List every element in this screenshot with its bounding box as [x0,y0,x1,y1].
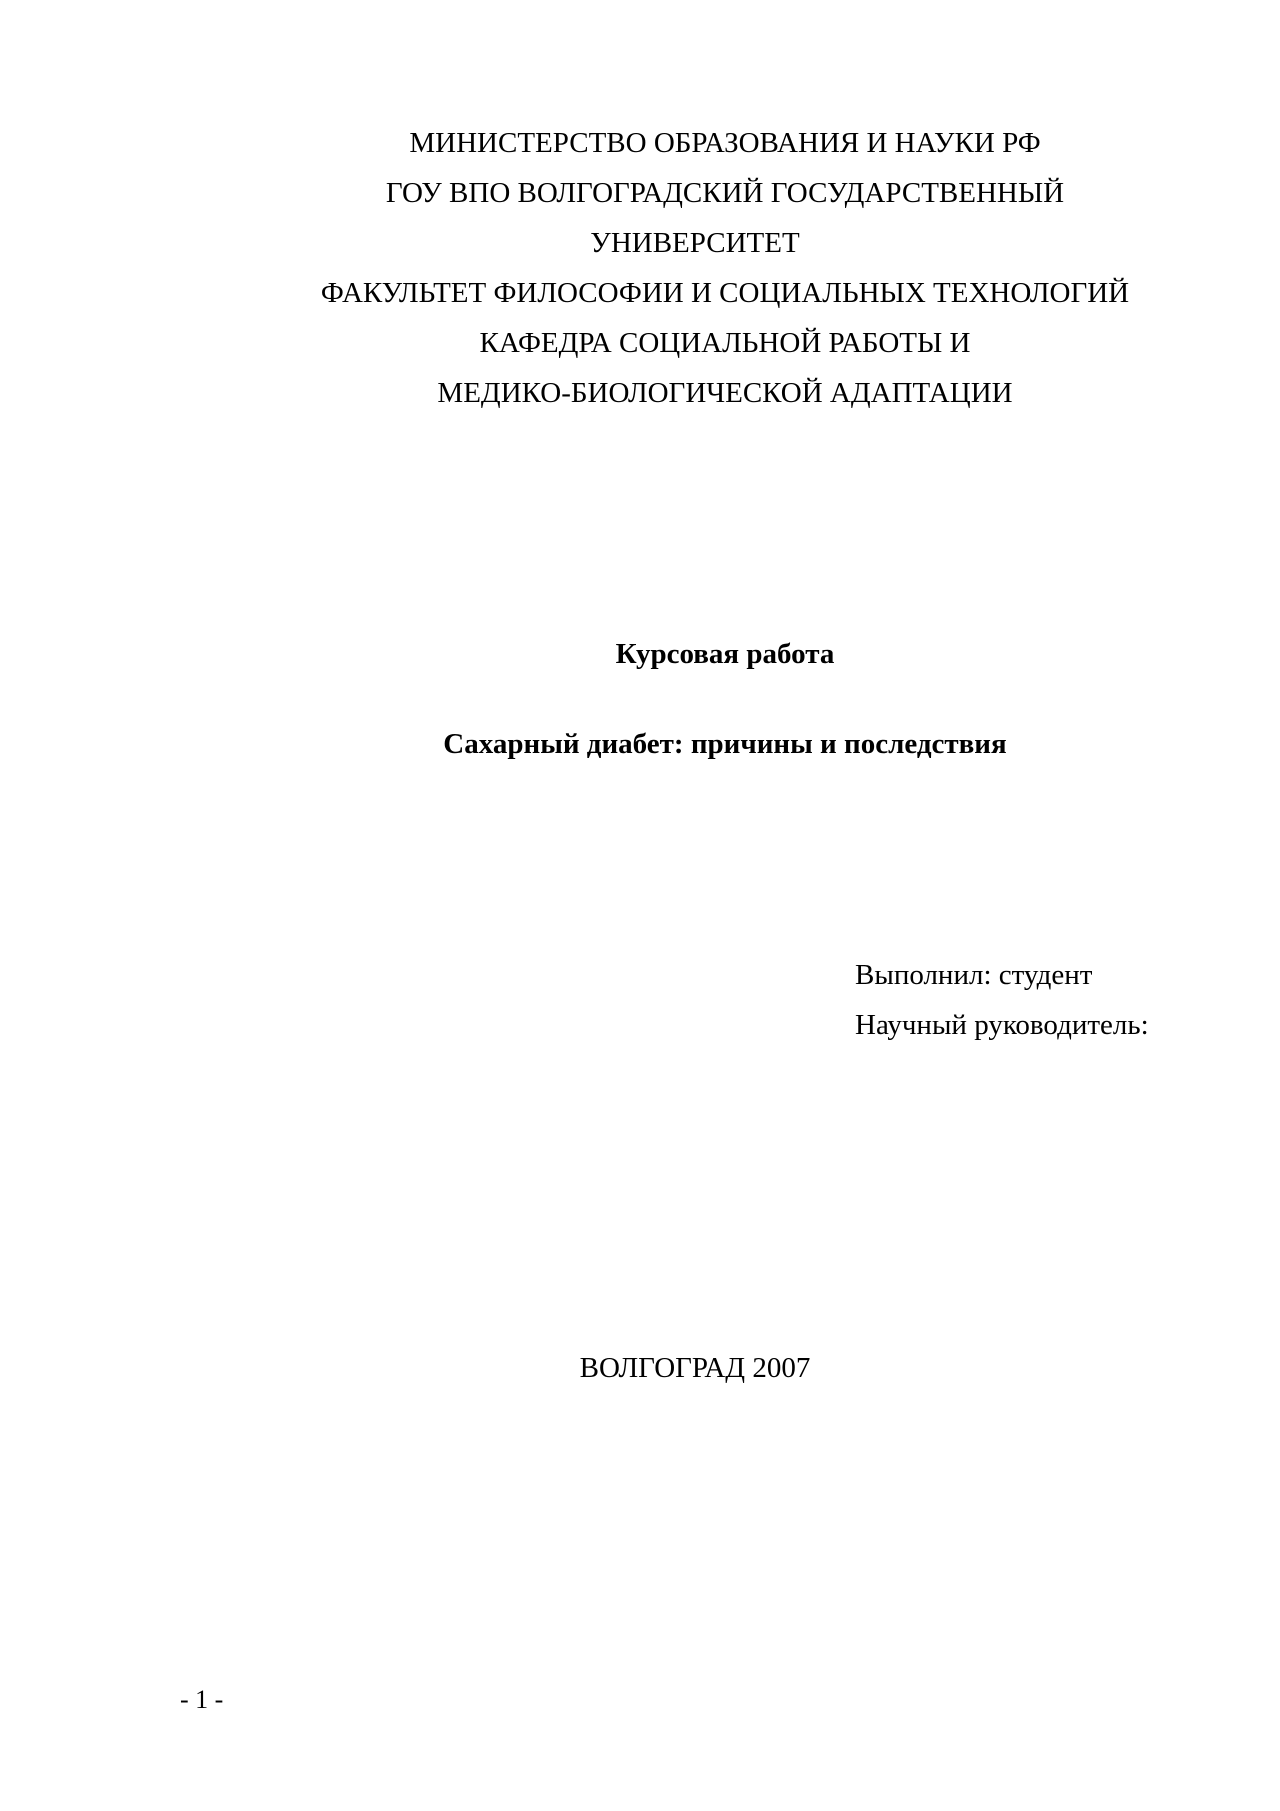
faculty-line: ФАКУЛЬТЕТ ФИЛОСОФИИ И СОЦИАЛЬНЫХ ТЕХНОЛОГИЙ [320,277,1130,309]
city-year: ВОЛГОГРАД 2007 [579,1352,811,1384]
performed-by: Выполнил: студент [855,959,1093,991]
ministry-line: МИНИСТЕРСТВО ОБРАЗОВАНИЯ И НАУКИ РФ [409,127,1041,159]
page-number: - 1 - [180,1685,224,1714]
institution-header [250,118,1200,418]
work-type: Курсовая работа [615,638,835,670]
work-title: Сахарный диабет: причины и последствия [443,728,1007,760]
department-line-1: КАФЕДРА СОЦИАЛЬНОЙ РАБОТЫ И [479,327,971,359]
credits-block [855,950,1149,1050]
supervisor: Научный руководитель: [855,1009,1149,1041]
university-line-1: ГОУ ВПО ВОЛГОГРАДСКИЙ ГОСУДАРСТВЕННЫЙ [385,177,1065,209]
department-line-2: МЕДИКО-БИОЛОГИЧЕСКОЙ АДАПТАЦИИ [437,377,1013,409]
university-line-2: УНИВЕРСИТЕТ [590,227,800,259]
